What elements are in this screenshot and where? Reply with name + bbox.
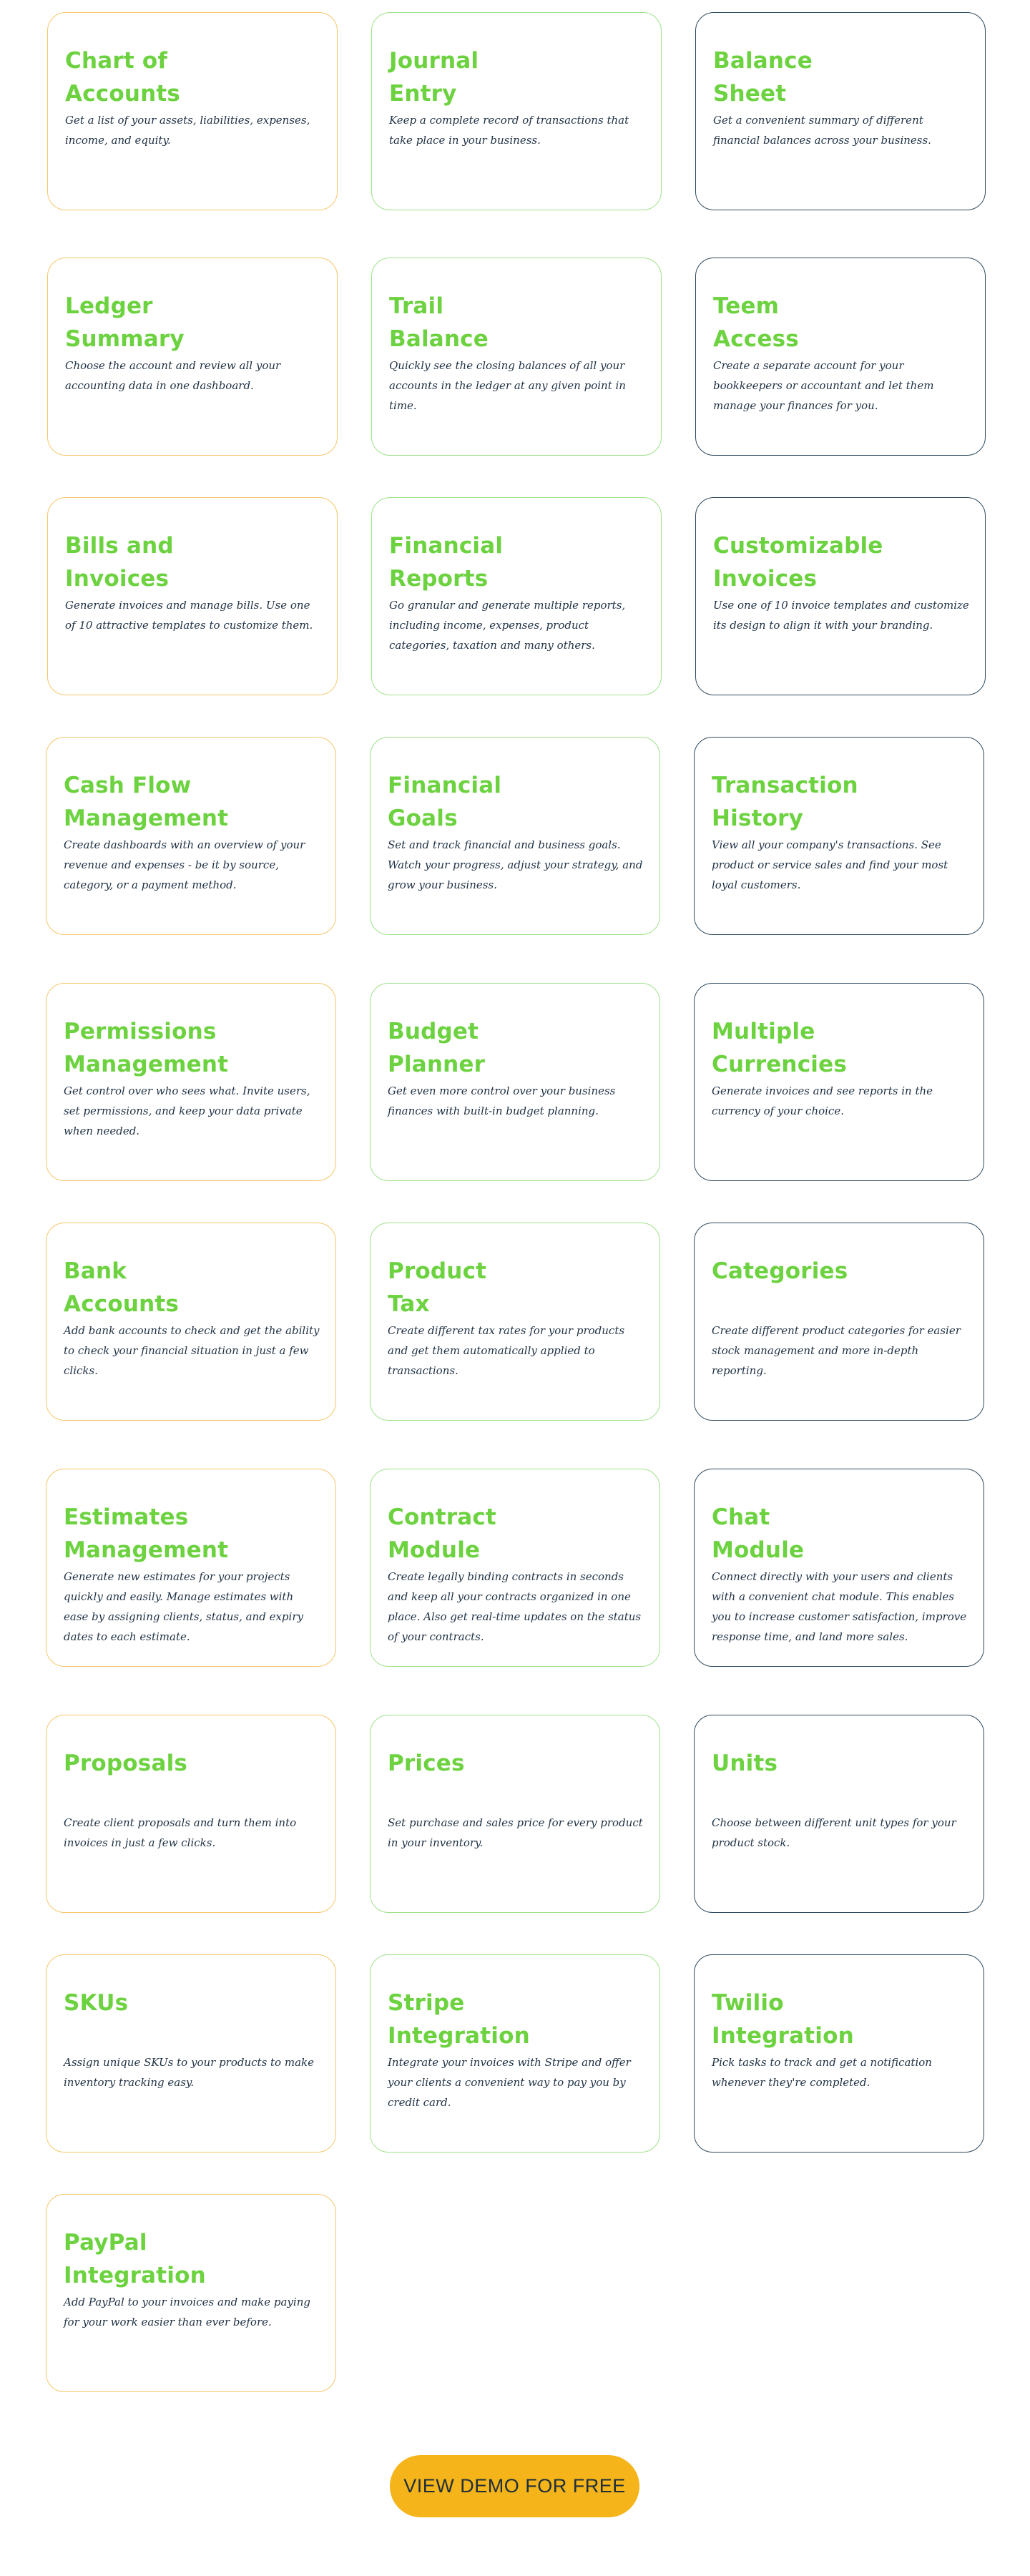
feature-card-description: Connect directly with your users and clients with a convenient chat module. This enables you to increase customer satisfaction, improve response time, and land more sales. (712, 1570, 967, 1643)
feature-card-title: Categories (712, 1258, 848, 1284)
feature-card-title: Cash Flow Management (64, 773, 229, 831)
feature-card-twilio-integration (694, 1954, 984, 2153)
feature-card-description: Go granular and generate multiple reports, including income, expenses, product categories, taxation and many others. (389, 599, 626, 652)
feature-card-description: Generate invoices and manage bills. Use one of 10 attractive templates to customize them. (65, 599, 313, 632)
feature-card-description: Integrate your invoices with Stripe and offer your clients a convenient way to pay you by credit card. (388, 2056, 631, 2109)
feature-card-description: Create dashboards with an overview of your revenue and expenses - be it by source, category, or a payment method. (64, 838, 305, 891)
feature-card-description: Generate new estimates for your projects quickly and easily. Manage estimates with ease by assigning clients, status, and expiry dates to each estimate. (64, 1570, 303, 1643)
feature-card-prices (370, 1715, 660, 1913)
feature-card-title: Bank Accounts (64, 1258, 180, 1317)
feature-card-description: Keep a complete record of transactions that take place in your business. (389, 114, 629, 147)
feature-card-balance-sheet (695, 12, 986, 210)
feature-card-description: Get control over who sees what. Invite users, set permissions, and keep your data private when needed. (64, 1084, 310, 1137)
feature-card-description: Add PayPal to your invoices and make paying for your work easier than ever before. (64, 2296, 310, 2328)
feature-card-estimates-management (46, 1469, 336, 1667)
feature-card-title: Multiple Currencies (712, 1019, 847, 1077)
feature-card-proposals (46, 1715, 336, 1913)
feature-card-customizable-invoices (695, 497, 986, 695)
feature-card-paypal-integration (46, 2194, 336, 2392)
feature-card-description: Create client proposals and turn them into invoices in just a few clicks. (64, 1816, 297, 1849)
feature-card-title: Financial Reports (389, 533, 504, 592)
feature-card-categories (694, 1223, 984, 1421)
feature-card-description: Create legally binding contracts in seconds and keep all your contracts organized in one place. Also get real-time updates on the status of your contracts. (388, 1570, 642, 1643)
feature-card-skus (46, 1954, 336, 2153)
feature-card-financial-goals (370, 737, 660, 935)
feature-card-title: Teem Access (713, 293, 799, 352)
feature-card-description: Create a separate account for your bookkeepers or accountant and let them manage your finances for you. (713, 359, 934, 412)
feature-card-multiple-currencies (694, 983, 984, 1181)
feature-card-description: Set purchase and sales price for every product in your inventory. (388, 1816, 643, 1849)
feature-card-description: Create different product categories for easier stock management and more in-depth reporting. (712, 1324, 961, 1377)
feature-card-bills-and-invoices (47, 497, 338, 695)
feature-card-title: Customizable Invoices (713, 533, 883, 592)
feature-card-title: Units (712, 1750, 778, 1776)
feature-card-chat-module (694, 1469, 984, 1667)
feature-card-transaction-history (694, 737, 984, 935)
feature-card-title: Prices (388, 1750, 465, 1776)
feature-card-title: Chart of Accounts (65, 48, 181, 107)
feature-card-units (694, 1715, 984, 1913)
feature-card-trail-balance (371, 258, 662, 456)
feature-card-title: Ledger Summary (65, 293, 185, 352)
feature-card-product-tax (370, 1223, 660, 1421)
feature-card-chart-of-accounts (47, 12, 338, 210)
feature-card-title: Financial Goals (388, 773, 502, 831)
feature-card-description: Generate invoices and see reports in the currency of your choice. (712, 1084, 933, 1117)
feature-card-description: Use one of 10 invoice templates and customize its design to align it with your branding. (713, 599, 969, 632)
view-demo-button[interactable]: VIEW DEMO FOR FREE (390, 2455, 639, 2517)
feature-card-budget-planner (370, 983, 660, 1181)
feature-card-title: Product Tax (388, 1258, 487, 1317)
feature-card-title: Chat Module (712, 1504, 805, 1563)
feature-card-title: PayPal Integration (64, 2230, 206, 2288)
feature-card-description: Set and track financial and business goals. Watch your progress, adjust your strategy, and grow your business. (388, 838, 643, 891)
feature-card-description: Pick tasks to track and get a notification whenever they're completed. (712, 2056, 932, 2089)
feature-card-description: Add bank accounts to check and get the ability to check your financial situation in just a few clicks. (64, 1324, 320, 1377)
feature-card-description: Quickly see the closing balances of all your accounts in the ledger at any given point in time. (389, 359, 626, 412)
feature-card-description: Create different tax rates for your products and get them automatically applied to transactions. (388, 1324, 625, 1377)
feature-card-title: Proposals (64, 1750, 188, 1776)
feature-card-bank-accounts (46, 1223, 336, 1421)
feature-card-title: SKUs (64, 1990, 129, 2016)
feature-card-description: View all your company's transactions. See product or service sales and find your most loyal customers. (712, 838, 948, 891)
feature-card-title: Estimates Management (64, 1504, 229, 1563)
feature-card-description: Assign unique SKUs to your products to make inventory tracking easy. (64, 2056, 314, 2089)
feature-card-stripe-integration (370, 1954, 660, 2153)
feature-card-description: Get a convenient summary of different financial balances across your business. (713, 114, 931, 147)
feature-card-title: Budget Planner (388, 1019, 486, 1077)
feature-card-description: Choose the account and review all your accounting data in one dashboard. (65, 359, 281, 392)
feature-card-title: Trail Balance (389, 293, 489, 352)
feature-card-title: Twilio Integration (712, 1990, 854, 2049)
feature-card-title: Contract Module (388, 1504, 496, 1563)
feature-card-teem-access (695, 258, 986, 456)
feature-card-contract-module (370, 1469, 660, 1667)
feature-card-title: Bills and Invoices (65, 533, 174, 592)
feature-card-permissions-management (46, 983, 336, 1181)
feature-card-description: Choose between different unit types for your product stock. (712, 1816, 956, 1849)
feature-card-journal-entry (371, 12, 662, 210)
feature-card-title: Stripe Integration (388, 1990, 530, 2049)
feature-card-title: Permissions Management (64, 1019, 229, 1077)
feature-card-description: Get even more control over your business finances with built-in budget planning. (388, 1084, 616, 1117)
feature-card-description: Get a list of your assets, liabilities, expenses, income, and equity. (65, 114, 310, 147)
feature-card-cash-flow-management (46, 737, 336, 935)
feature-card-financial-reports (371, 497, 662, 695)
feature-card-ledger-summary (47, 258, 338, 456)
feature-card-title: Transaction History (712, 773, 858, 831)
feature-card-title: Balance Sheet (713, 48, 813, 107)
feature-card-title: Journal Entry (389, 48, 479, 107)
